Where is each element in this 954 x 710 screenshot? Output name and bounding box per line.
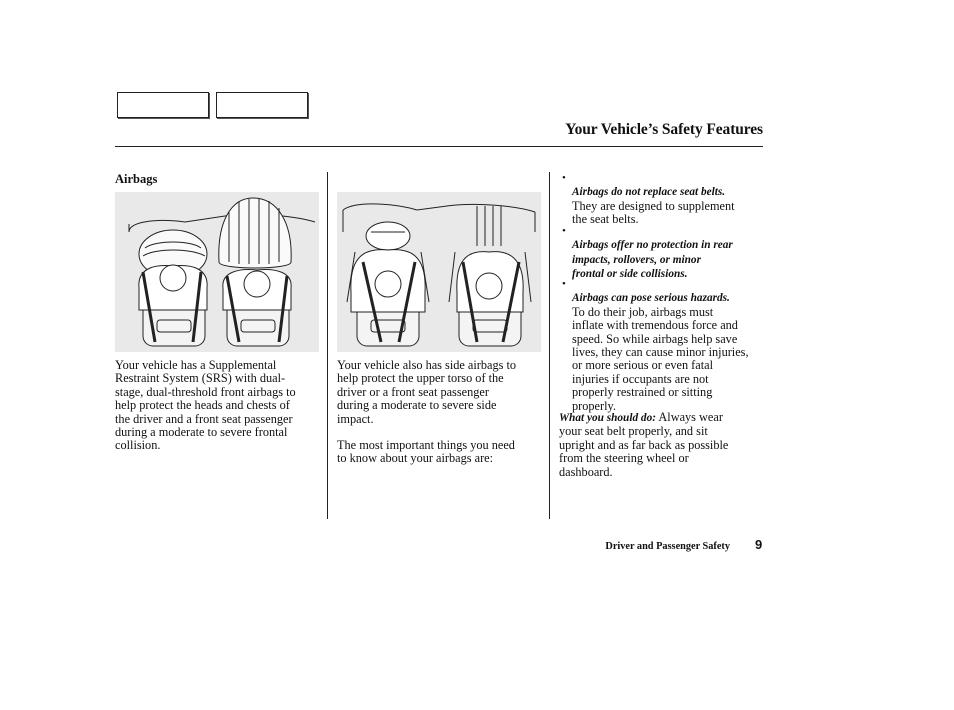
column-divider-2 xyxy=(549,172,550,519)
intro-paragraph: Your vehicle has a Supplemental Restraint System (SRS) with dual- stage, dual-threshold front airbags to help protect the heads and chests of the driver and a front seat passenger during a moderate to severe frontal collision. xyxy=(115,358,296,453)
bullet-lead: Airbags can pose serious hazards. xyxy=(572,292,730,305)
page-title: Your Vehicle’s Safety Features xyxy=(565,121,763,138)
bullet-item xyxy=(562,278,772,413)
nav-button-2[interactable] xyxy=(216,92,308,118)
column-divider-1 xyxy=(327,172,328,519)
front-airbag-illustration xyxy=(115,192,319,352)
advice-lead: What you should do: xyxy=(559,412,656,424)
bullet-text: To do their job, airbags must inflate with tremendous force and speed. So while airbags help save lives, they can cause minor injuries, or more serious or even fatal injuries if occupants are not properly restrained or sitting properly. xyxy=(572,304,749,413)
footer-section-label: Driver and Passenger Safety xyxy=(605,541,730,552)
side-airbag-illustration xyxy=(337,192,541,352)
bullet-item xyxy=(562,225,772,282)
bullet-item xyxy=(562,172,772,227)
section-heading: Airbags xyxy=(115,172,158,186)
nav-button-1[interactable] xyxy=(117,92,209,118)
bullet-dot-icon: • xyxy=(562,225,566,237)
important-things-paragraph: The most important things you need to know about your airbags are: xyxy=(337,438,515,466)
bullet-lead: Airbags offer no protection in rear impacts, rollovers, or minor frontal or side collisions. xyxy=(572,239,733,281)
bullet-dot-icon: • xyxy=(562,172,566,184)
side-airbag-drawing xyxy=(337,192,541,352)
advice-text: Always wear your seat belt properly, and sit upright and as far back as possible from the steering wheel or dashboard. xyxy=(559,410,729,479)
side-airbag-paragraph: Your vehicle also has side airbags to help protect the upper torso of the driver or a front seat passenger during a moderate to severe side impact. xyxy=(337,358,517,426)
bullet-dot-icon: • xyxy=(562,278,566,290)
page-number: 9 xyxy=(755,537,763,552)
bullet-lead: Airbags do not replace seat belts. xyxy=(572,186,726,199)
front-airbag-drawing xyxy=(115,192,319,352)
bullet-text: They are designed to supplement the seat belts. xyxy=(572,198,735,227)
advice-paragraph xyxy=(559,411,771,479)
title-rule xyxy=(115,146,763,147)
